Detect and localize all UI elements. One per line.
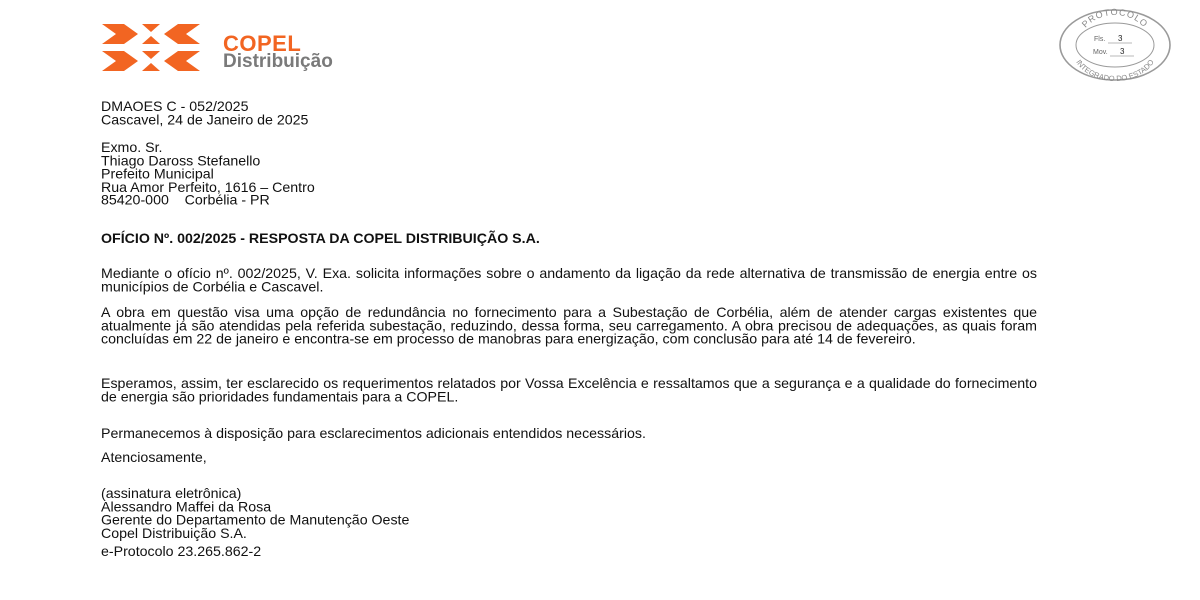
stamp-mov-label: Mov. bbox=[1093, 49, 1108, 56]
recipient-street: Rua Amor Perfeito, 1616 – Centro bbox=[101, 180, 315, 196]
paragraph-3: Esperamos, assim, ter esclarecido os requerimentos relatados por Vossa Excelência e ressaltamos que a segurança e a qualidade do fornecimento de energia são prioridades fundamentais para a COPEL. bbox=[101, 376, 1037, 406]
recipient-salutation: Exmo. Sr. bbox=[101, 140, 163, 156]
recipient-name: Thiago Daross Stefanello bbox=[101, 153, 261, 170]
logo-brand: COPEL bbox=[223, 31, 302, 56]
stamp-fls-value: 3 bbox=[1118, 34, 1123, 43]
protocol-stamp bbox=[1058, 8, 1172, 82]
paragraph-1: Mediante o ofício nº. 002/2025, V. Exa. solicita informações sobre o andamento da ligação da rede alternativa de transmissão de energia entre os municípios de Corbélia e Cascavel. bbox=[101, 266, 1037, 296]
paragraph-2: A obra em questão visa uma opção de redundância no fornecimento para a Subestação de Corbélia, além de atender cargas existentes que atualmente já são atendidas pela referida subestação, reduzindo, dessa forma, seu carregamento. A obra precisou de adequações, as quais foram concluídas em 22 de janeiro e encontra-se em processo de manobras para energização, com conclusão para até 14 de fevereiro. bbox=[101, 305, 1037, 348]
stamp-top-text: PROTOCOLO bbox=[1079, 8, 1151, 30]
recipient-title: Prefeito Municipal bbox=[101, 166, 214, 183]
signer-role: Gerente do Departamento de Manutenção Oeste bbox=[101, 512, 410, 529]
stamp-mov-value: 3 bbox=[1120, 47, 1125, 56]
e-protocol: e-Protocolo 23.265.862-2 bbox=[101, 544, 262, 560]
place-date: Cascavel, 24 de Janeiro de 2025 bbox=[101, 112, 309, 129]
signature-note: (assinatura eletrônica) bbox=[101, 486, 242, 502]
paragraph-4: Permanecemos à disposição para esclarecimentos adicionais entendidos necessários. bbox=[101, 426, 646, 442]
recipient-cep-city: 85420-000 Corbélia - PR bbox=[101, 193, 270, 210]
recipient-block bbox=[101, 142, 1037, 209]
stamp-fls-label: Fls. bbox=[1094, 36, 1106, 43]
closing: Atenciosamente, bbox=[101, 450, 207, 466]
logo-subtitle: Distribuição bbox=[223, 51, 333, 72]
subject-line: OFÍCIO Nº. 002/2025 - RESPOSTA DA COPEL DISTRIBUIÇÃO S.A. bbox=[101, 231, 540, 247]
signer-name: Alessandro Maffei da Rosa bbox=[101, 499, 272, 516]
stamp-bottom-text: INTEGRADO DO ESTADO bbox=[1074, 57, 1156, 82]
signer-company: Copel Distribuição S.A. bbox=[101, 526, 247, 542]
copel-logo-icon bbox=[102, 24, 200, 74]
reference-number: DMAOES C - 052/2025 bbox=[101, 99, 249, 115]
signature-block bbox=[101, 488, 1037, 541]
letter-header bbox=[101, 101, 1037, 128]
